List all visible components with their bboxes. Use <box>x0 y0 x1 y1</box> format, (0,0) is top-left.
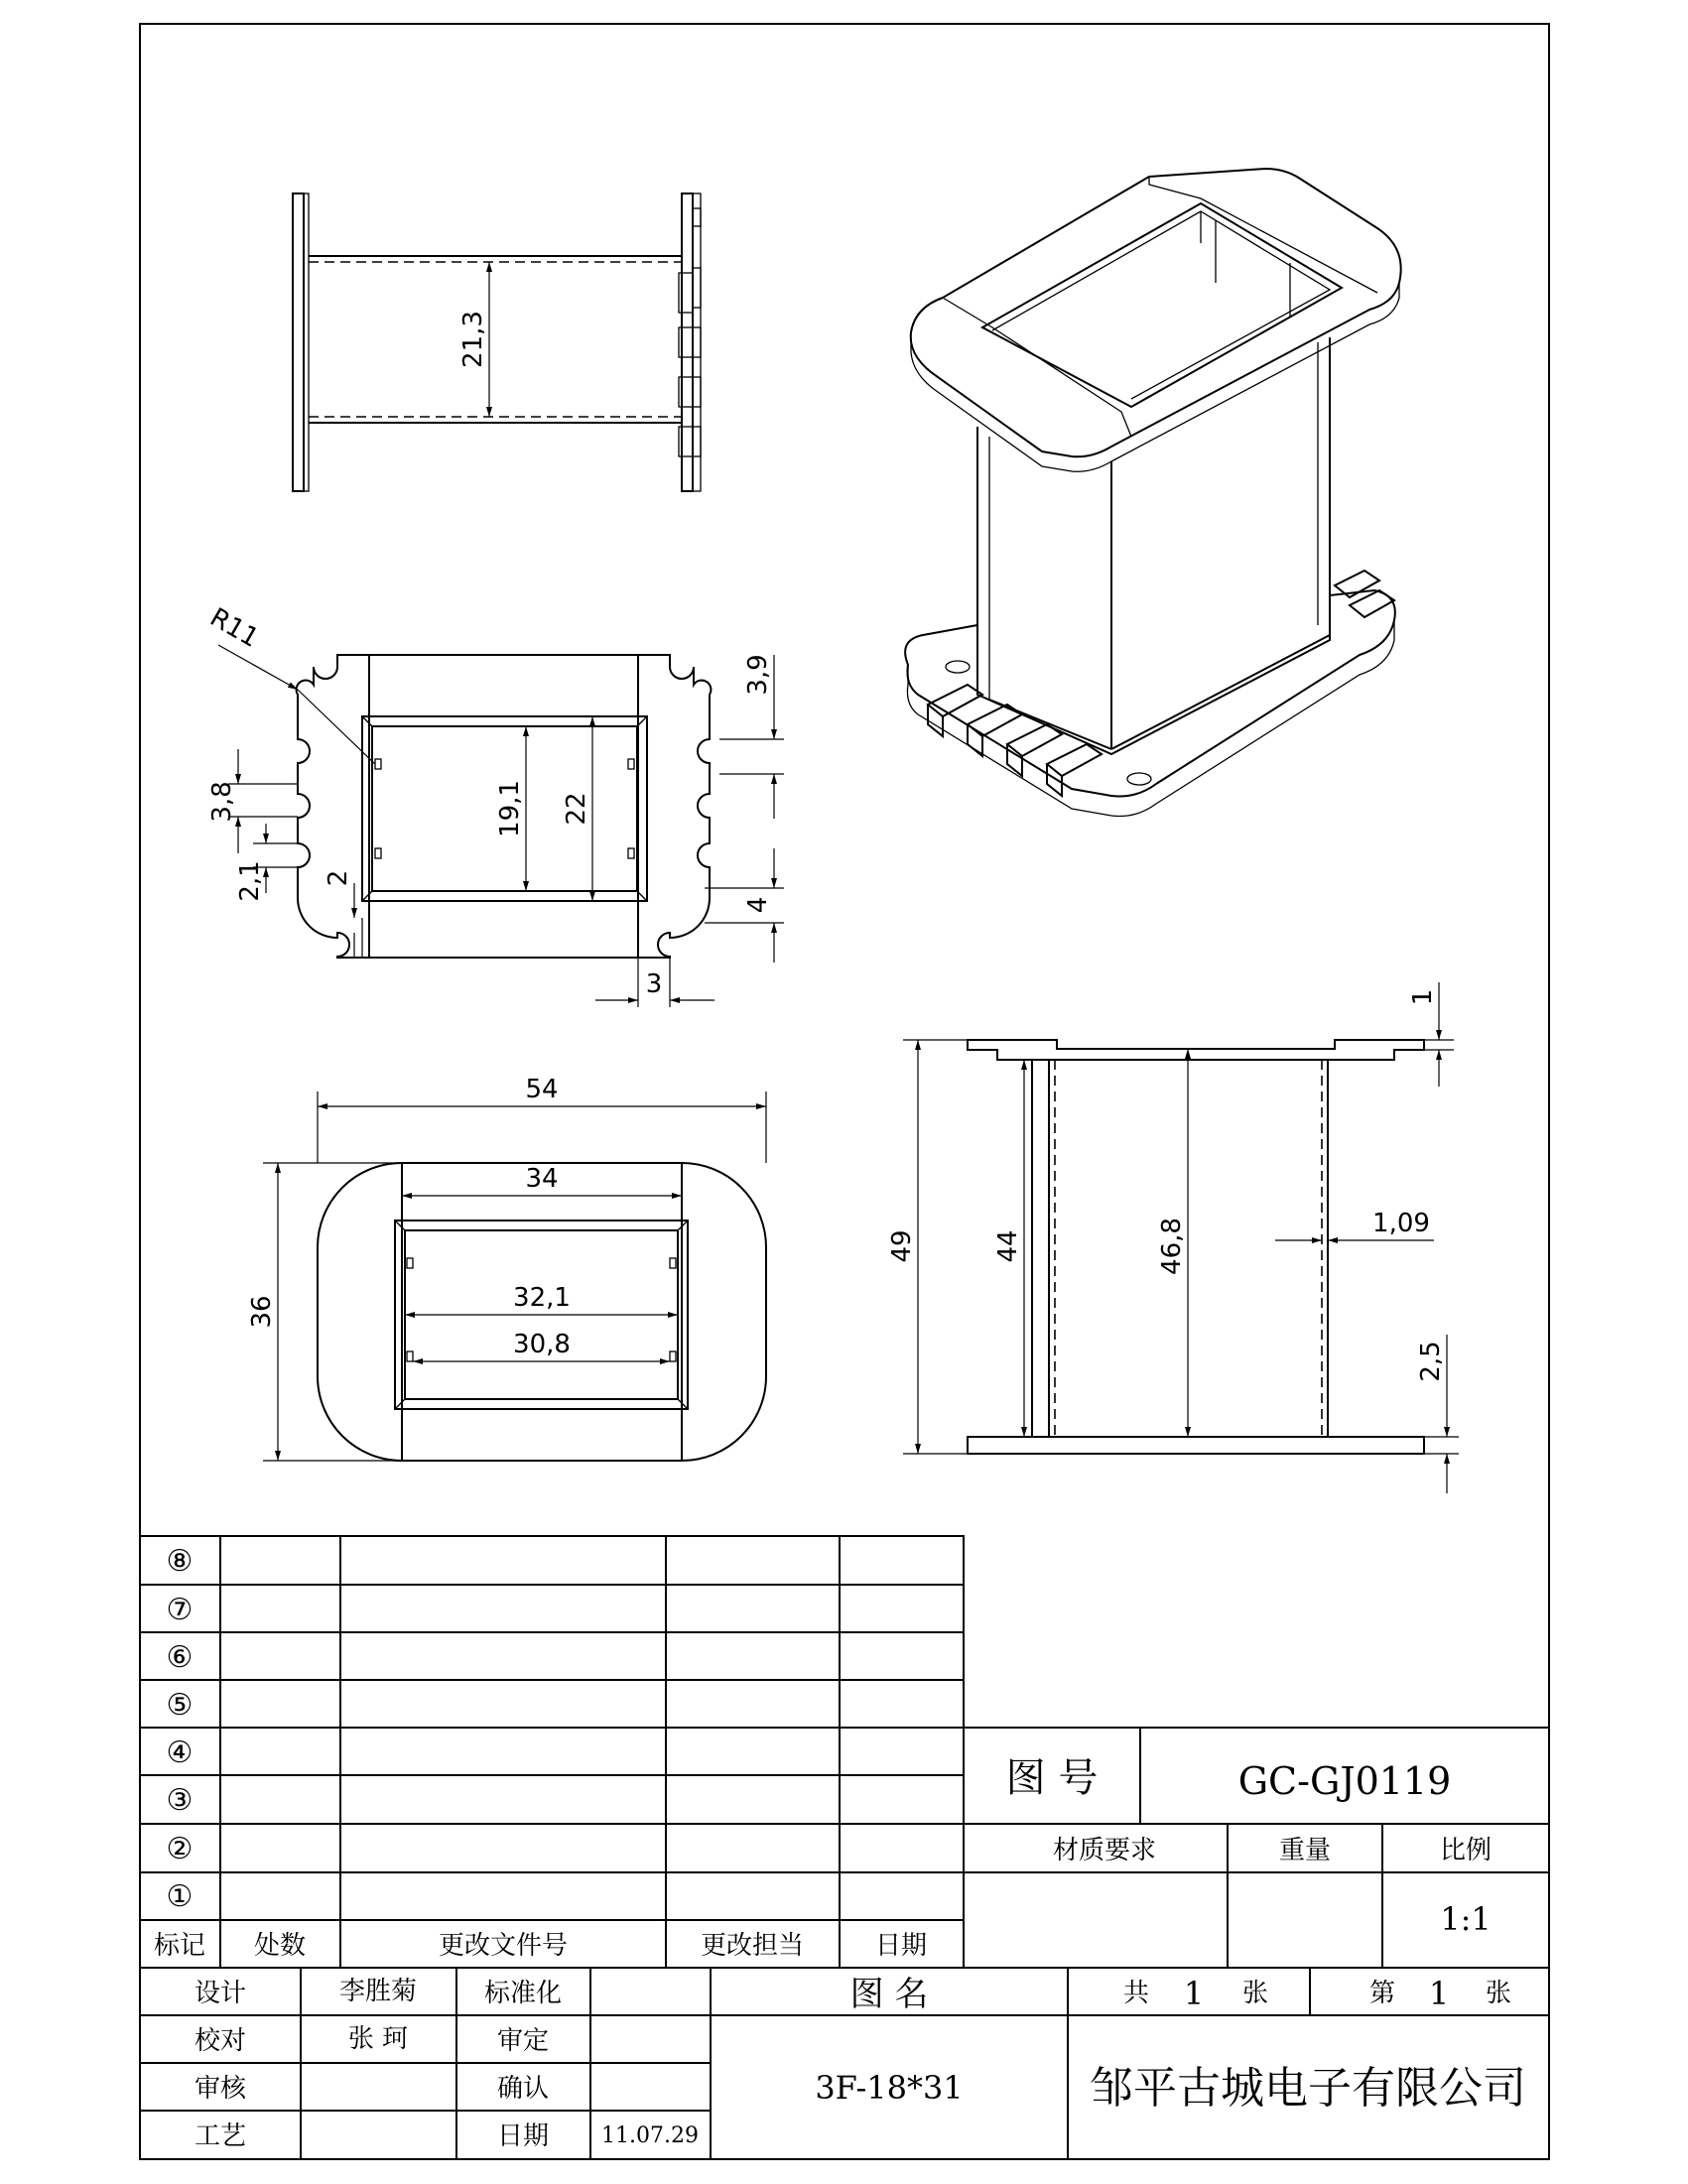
company-name: 邹平古城电子有限公司 <box>1090 2063 1526 2114</box>
header-count: 处数 <box>253 1931 307 1961</box>
title-block-lower <box>140 1968 1549 2159</box>
drawing-no-label: 图 号 <box>1005 1755 1099 1801</box>
revision-row-4: ④ <box>166 1735 194 1770</box>
front-view-bottom-right <box>887 982 1459 1493</box>
header-mark: 标记 <box>153 1931 206 1961</box>
revision-row-7: ⑦ <box>166 1593 194 1627</box>
drawing-name-label: 图 名 <box>849 1975 929 2014</box>
header-date: 日期 <box>874 1931 928 1961</box>
drawing-border <box>140 24 1549 2159</box>
dim-49: 49 <box>887 1229 917 1263</box>
confirm-label: 确认 <box>496 2074 550 2104</box>
dim-30-8: 30,8 <box>513 1330 571 1359</box>
dim-2-1: 2,1 <box>235 860 265 902</box>
dim-3-9: 3,9 <box>743 654 773 696</box>
dim-2-5: 2,5 <box>1416 1341 1446 1382</box>
dim-36: 36 <box>247 1295 277 1329</box>
dim-22: 22 <box>562 792 591 826</box>
drawing-name: 3F-18*31 <box>815 2069 964 2107</box>
total-sheet-unit: 张 <box>1241 1979 1269 2008</box>
total-sheets: 1 <box>1183 1975 1205 2012</box>
isometric-view <box>905 169 1401 817</box>
dim-2: 2 <box>324 869 353 887</box>
revision-table <box>140 1536 964 1968</box>
revision-row-5: ⑤ <box>166 1688 194 1723</box>
date-label: 日期 <box>496 2121 550 2151</box>
drawing-no: GC-GJ0119 <box>1237 1759 1452 1803</box>
revision-row-2: ② <box>166 1832 194 1866</box>
sheet-no: 1 <box>1428 1975 1450 2012</box>
title-block-upper <box>964 1728 1549 1968</box>
header-change-owner: 更改担当 <box>700 1931 805 1961</box>
dim-r11: R11 <box>204 602 264 654</box>
dim-1-09: 1,09 <box>1372 1209 1430 1238</box>
revision-row-8: ⑧ <box>166 1544 194 1579</box>
end-view-middle-left <box>204 602 784 1007</box>
dim-3: 3 <box>645 969 663 999</box>
revision-row-6: ⑥ <box>166 1640 194 1675</box>
check-label: 校对 <box>194 2026 247 2056</box>
date-value: 11.07.29 <box>601 2123 699 2148</box>
revision-row-1: ① <box>166 1879 194 1914</box>
scale-value: 1:1 <box>1440 1900 1492 1938</box>
audit-label: 审核 <box>194 2074 247 2104</box>
checker-name: 张 珂 <box>347 2024 409 2054</box>
standard-label: 标准化 <box>483 1979 563 2008</box>
weight-label: 重量 <box>1278 1836 1332 1865</box>
side-view-top-left <box>293 193 701 491</box>
top-view-bottom-left <box>247 1075 766 1461</box>
revision-row-3: ③ <box>166 1783 194 1818</box>
scale-label: 比例 <box>1439 1836 1493 1865</box>
dim-32-1: 32,1 <box>513 1283 571 1313</box>
dim-3-8: 3,8 <box>207 781 237 823</box>
header-change-doc: 更改文件号 <box>438 1931 569 1961</box>
dim-34: 34 <box>525 1164 559 1194</box>
sheet-unit: 张 <box>1485 1979 1512 2008</box>
process-label: 工艺 <box>194 2121 247 2151</box>
designer-name: 李胜菊 <box>338 1977 418 2006</box>
dim-4: 4 <box>743 896 773 914</box>
material-label: 材质要求 <box>1052 1836 1157 1865</box>
review-label: 审定 <box>496 2026 550 2056</box>
design-label: 设计 <box>194 1979 247 2008</box>
total-label: 共 <box>1122 1979 1150 2008</box>
dim-1: 1 <box>1408 988 1438 1006</box>
dim-54: 54 <box>525 1075 559 1104</box>
dim-19-1: 19,1 <box>495 780 525 837</box>
dim-44: 44 <box>993 1229 1023 1263</box>
dim-46-8: 46,8 <box>1157 1218 1187 1275</box>
dim-21-3: 21,3 <box>458 311 488 368</box>
sheet-label: 第 <box>1368 1979 1396 2008</box>
